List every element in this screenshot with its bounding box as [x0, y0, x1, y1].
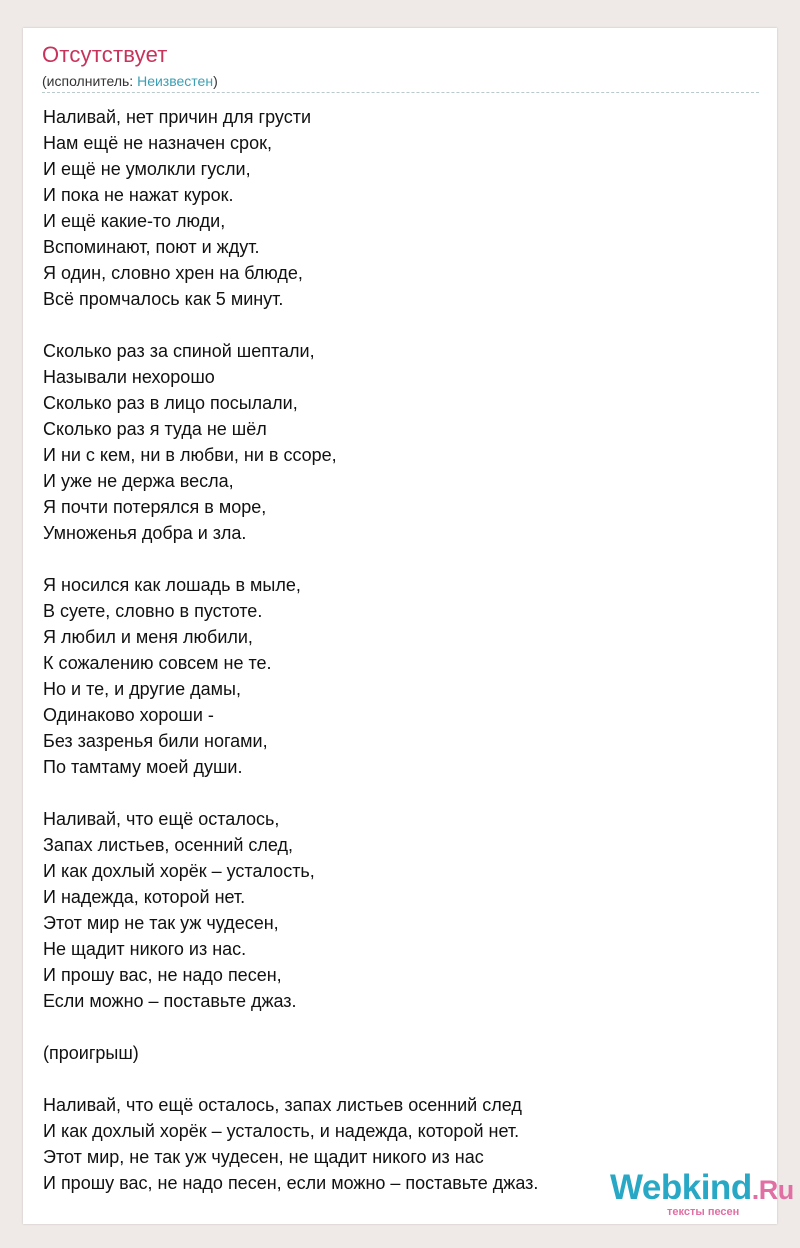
lyrics-stanza	[43, 104, 763, 312]
lyrics-body	[43, 104, 763, 1196]
lyrics-line: И как дохлый хорёк – усталость, и надежда, которой нет.	[43, 1121, 520, 1141]
logo-brand	[610, 1168, 794, 1208]
stanza-gap	[43, 312, 763, 338]
lyrics-line: Наливай, что ещё осталось,	[43, 809, 280, 829]
stanza-gap	[43, 780, 763, 806]
stanza-gap	[43, 1014, 763, 1040]
lyrics-line: Я почти потерялся в море,	[43, 497, 267, 517]
lyrics-line: Называли нехорошо	[43, 367, 215, 387]
lyrics-line: И ни с кем, ни в любви, ни в ссоре,	[43, 445, 337, 465]
lyrics-line: И уже не держа весла,	[43, 471, 234, 491]
performer-prefix: (исполнитель:	[42, 73, 138, 89]
title-divider	[42, 92, 759, 93]
lyrics-line: Умноженья добра и зла.	[43, 523, 247, 543]
lyrics-line: И ещё не умолкли гусли,	[43, 159, 251, 179]
lyrics-line: И надежда, которой нет.	[43, 887, 246, 907]
lyrics-stanza	[43, 1040, 763, 1066]
webkind-logo[interactable]	[547, 1166, 794, 1224]
lyrics-line: Запах листьев, осенний след,	[43, 835, 294, 855]
lyrics-line: Я носился как лошадь в мыле,	[43, 575, 301, 595]
lyrics-line: И ещё какие-то люди,	[43, 211, 226, 231]
lyrics-card	[23, 28, 794, 1224]
lyrics-stanza	[43, 338, 763, 546]
lyrics-line: По тамтаму моей души.	[43, 757, 243, 777]
lyrics-line: Сколько раз в лицо посылали,	[43, 393, 298, 413]
lyrics-line: Нам ещё не назначен срок,	[43, 133, 272, 153]
performer-line	[42, 73, 218, 89]
lyrics-line: И как дохлый хорёк – усталость,	[43, 861, 315, 881]
lyrics-line: Не щадит никого из нас.	[43, 939, 247, 959]
lyrics-line: В суете, словно в пустоте.	[43, 601, 263, 621]
lyrics-line: Сколько раз за спиной шептали,	[43, 341, 315, 361]
lyrics-line: Этот мир не так уж чудесен,	[43, 913, 279, 933]
lyrics-line: Вспоминают, поют и ждут.	[43, 237, 260, 257]
lyrics-line: Если можно – поставьте джаз.	[43, 991, 297, 1011]
lyrics-line: Я один, словно хрен на блюде,	[43, 263, 303, 283]
lyrics-line: И прошу вас, не надо песен, если можно – поставьте джаз.	[43, 1173, 539, 1193]
logo-brand-name: Webkind	[610, 1168, 752, 1207]
lyrics-line: Наливай, нет причин для грусти	[43, 107, 312, 127]
lyrics-line: Но и те, и другие дамы,	[43, 679, 241, 699]
lyrics-line: Сколько раз я туда не шёл	[43, 419, 267, 439]
lyrics-line: Одинаково хороши -	[43, 705, 214, 725]
logo-brand-tld: .Ru	[751, 1175, 794, 1205]
stanza-gap	[43, 1066, 763, 1092]
lyrics-line: Без зазренья били ногами,	[43, 731, 268, 751]
lyrics-stanza	[43, 572, 763, 780]
lyrics-line: Я любил и меня любили,	[43, 627, 253, 647]
artist-link[interactable]: Неизвестен	[137, 73, 214, 89]
performer-suffix: )	[213, 73, 218, 89]
lyrics-line: Всё промчалось как 5 минут.	[43, 289, 284, 309]
lyrics-line: И прошу вас, не надо песен,	[43, 965, 282, 985]
lyrics-line: К сожалению совсем не те.	[43, 653, 272, 673]
lyrics-stanza	[43, 806, 763, 1014]
lyrics-line: Этот мир, не так уж чудесен, не щадит никого из нас	[43, 1147, 484, 1167]
logo-subtitle: тексты песен	[667, 1206, 740, 1218]
lyrics-line: Наливай, что ещё осталось, запах листьев осенний след	[43, 1095, 522, 1115]
lyrics-line: И пока не нажат курок.	[43, 185, 234, 205]
lyrics-line: (проигрыш)	[43, 1043, 139, 1063]
song-title: Отсутствует	[42, 42, 168, 67]
stanza-gap	[43, 546, 763, 572]
